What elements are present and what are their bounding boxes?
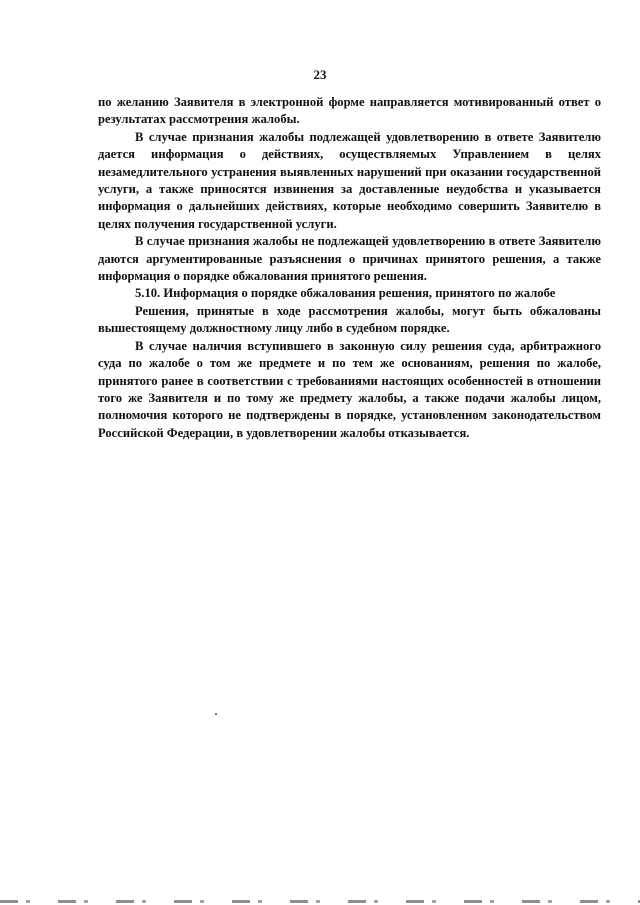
paragraph-answer-form: по желанию Заявителя в электронной форме направляется мотивированный ответ о результатах рассмотрения жалобы. <box>98 95 601 127</box>
paragraph-complaint-rejected: В случае признания жалобы не подлежащей удовлетворению в ответе Заявителю даются аргументированные разъяснения о причинах принятого решения, а также информация о порядке обжалования принятого решения. <box>98 234 601 284</box>
page-number: 23 <box>313 67 327 82</box>
scan-bottom-edge <box>0 900 640 903</box>
document-body <box>98 94 601 442</box>
paragraph-refusal-grounds: В случае наличия вступившего в законную силу решения суда, арбитражного суда по жалобе о том же предмете и по тем же основаниям, решения по жалобе, принятого ранее в соответствии с требованиями настоящих особенностей в отношении того же Заявителя и по тому же предмету жалобы, а также подачи жалобы лицом, полномочия которого не подтверждены в порядке, установленном законодательством Российской Федерации, в удовлетворении жалобы отказывается. <box>98 338 601 440</box>
paragraph-appeal-procedure: Решения, принятые в ходе рассмотрения жалобы, могут быть обжалованы вышестоящему должностному лицу либо в судебном порядке. <box>98 303 601 336</box>
paragraph-complaint-satisfied: В случае признания жалобы подлежащей удовлетворению в ответе Заявителю дается информация о действиях, осуществляемых Управлением в целях незамедлительного устранения выявленных нарушений при оказании государственной услуги, а также приносятся извинения за доставленные неудобства и указывается информация о дальнейших действиях, которые необходимо совершить Заявителю в целях получения государственной услуги. <box>98 129 601 231</box>
section-heading-5-10: 5.10. Информация о порядке обжалования решения, принятого по жалобе <box>135 286 556 301</box>
scan-speck <box>215 713 217 715</box>
